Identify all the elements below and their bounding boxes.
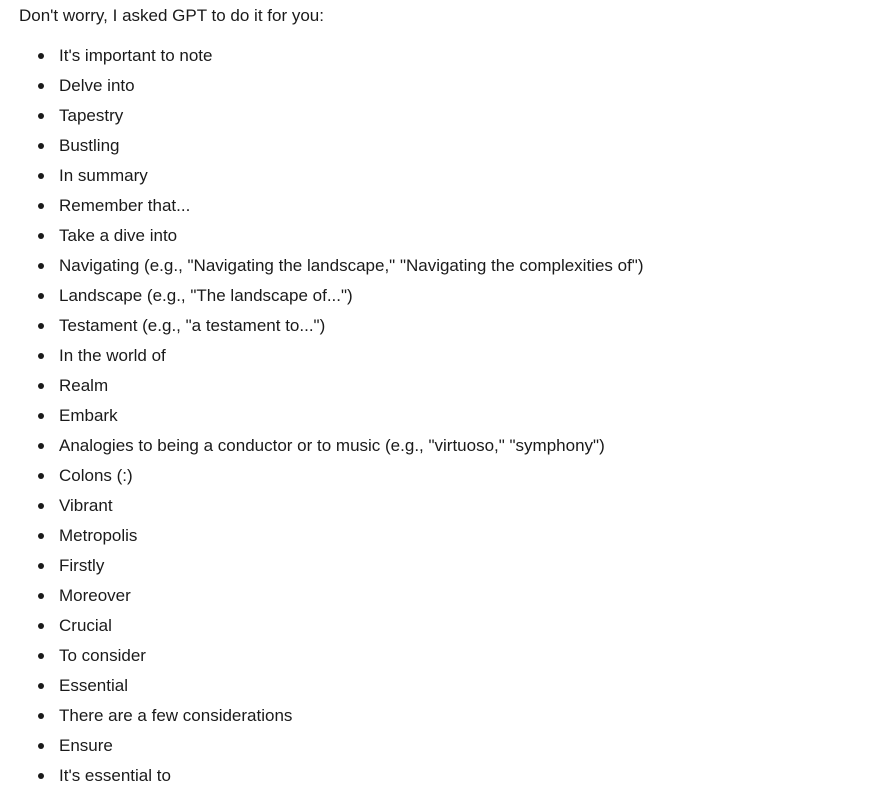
list-item (0, 704, 644, 734)
bullet-icon (38, 593, 44, 599)
list-item-text: Remember that... (59, 196, 191, 215)
list-item (0, 194, 644, 224)
list-item-text: Essential (59, 676, 128, 695)
list-item (0, 134, 644, 164)
list-item (0, 584, 644, 614)
list-item-text: There are a few considerations (59, 706, 293, 725)
bullet-icon (38, 173, 44, 179)
list-item-text: Landscape (e.g., "The landscape of...") (59, 286, 353, 305)
list-item (0, 44, 644, 74)
list-item-text: It's important to note (59, 46, 213, 65)
list-item-text: Tapestry (59, 106, 124, 125)
list-item (0, 644, 644, 674)
list-item (0, 524, 644, 554)
list-item-text: It's essential to (59, 766, 171, 785)
list-item (0, 464, 644, 494)
list-item (0, 734, 644, 764)
list-item-text: Moreover (59, 586, 131, 605)
list-item-text: Testament (e.g., "a testament to...") (59, 316, 326, 335)
bullet-icon (38, 113, 44, 119)
list-item-text: Embark (59, 406, 118, 425)
list-item (0, 404, 644, 434)
bullet-icon (38, 323, 44, 329)
list-item (0, 314, 644, 344)
list-item-text: Delve into (59, 76, 135, 95)
bullet-icon (38, 563, 44, 569)
bullet-icon (38, 503, 44, 509)
bullet-icon (38, 233, 44, 239)
list-item-text: Crucial (59, 616, 112, 635)
list-item (0, 434, 644, 464)
list-item-text: Analogies to being a conductor or to music (e.g., "virtuoso," "symphony") (59, 436, 605, 455)
bullet-icon (38, 653, 44, 659)
bullet-icon (38, 293, 44, 299)
list-item (0, 374, 644, 404)
list-item (0, 614, 644, 644)
bullet-icon (38, 473, 44, 479)
list-item-text: Bustling (59, 136, 120, 155)
bullet-icon (38, 713, 44, 719)
bullet-icon (38, 443, 44, 449)
intro-text: Don't worry, I asked GPT to do it for you: (19, 6, 324, 25)
list-item (0, 254, 644, 284)
list-item (0, 554, 644, 584)
bullet-icon (38, 263, 44, 269)
bullet-icon (38, 383, 44, 389)
list-item (0, 344, 644, 374)
list-item-text: Ensure (59, 736, 113, 755)
bullet-icon (38, 773, 44, 779)
list-item (0, 74, 644, 104)
list-item-text: In summary (59, 166, 148, 185)
list-item (0, 764, 644, 794)
list-item-text: Metropolis (59, 526, 138, 545)
list-item (0, 164, 644, 194)
bullet-icon (38, 203, 44, 209)
bullet-icon (38, 623, 44, 629)
bullet-icon (38, 413, 44, 419)
bullet-icon (38, 143, 44, 149)
list-item-text: To consider (59, 646, 146, 665)
bullet-icon (38, 83, 44, 89)
list-item-text: Take a dive into (59, 226, 178, 245)
list-item-text: Realm (59, 376, 109, 395)
list-item-text: Navigating (e.g., "Navigating the landscape," "Navigating the complexities of") (59, 256, 644, 275)
bullet-icon (38, 533, 44, 539)
list-item (0, 104, 644, 134)
bullet-icon (38, 743, 44, 749)
list-item (0, 674, 644, 704)
list-item (0, 224, 644, 254)
list-item (0, 284, 644, 314)
bullet-icon (38, 353, 44, 359)
list-item-text: Vibrant (59, 496, 113, 515)
list-item-text: Colons (:) (59, 466, 133, 485)
list-item-text: In the world of (59, 346, 166, 365)
bullet-icon (38, 53, 44, 59)
list-item-text: Firstly (59, 556, 105, 575)
phrase-list (0, 44, 644, 794)
list-item (0, 494, 644, 524)
bullet-icon (38, 683, 44, 689)
